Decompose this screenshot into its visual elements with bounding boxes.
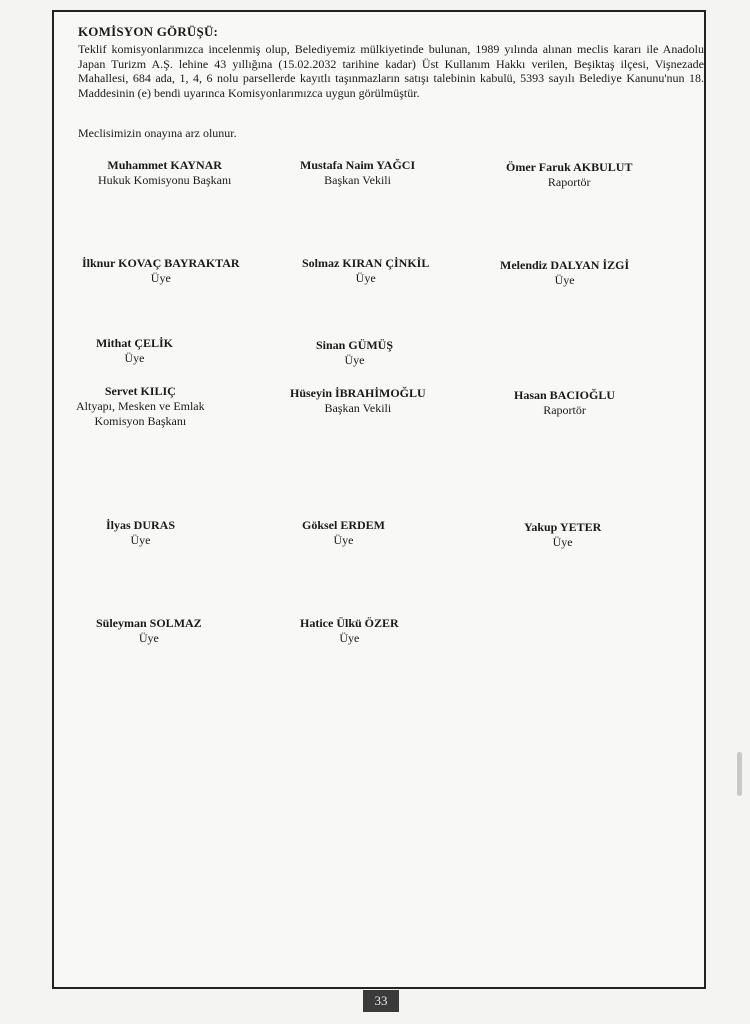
signature-block bbox=[98, 158, 231, 188]
closing-line: Meclisimizin onayına arz olunur. bbox=[78, 126, 237, 140]
signatory-role: Üye bbox=[333, 533, 354, 547]
signature-block bbox=[300, 616, 399, 646]
signature-block bbox=[96, 336, 173, 366]
signatory-role: Altyapı, Mesken ve Emlak bbox=[76, 399, 205, 413]
signatory-role: Üye bbox=[339, 631, 360, 645]
scrollbar-thumb[interactable] bbox=[737, 752, 742, 796]
signatory-role: Üye bbox=[552, 535, 573, 549]
signature-block bbox=[290, 386, 426, 416]
signatory-role: Komisyon Başkanı bbox=[94, 414, 187, 428]
signatory-role: Üye bbox=[150, 271, 171, 285]
page-number: 33 bbox=[363, 990, 399, 1012]
signature-block bbox=[316, 338, 393, 368]
signatory-name: Hatice Ülkü ÖZER bbox=[300, 616, 399, 630]
signatory-role: Hukuk Komisyonu Başkanı bbox=[98, 173, 232, 187]
signatory-name: Melendiz DALYAN İZGİ bbox=[500, 258, 630, 272]
signature-block bbox=[506, 160, 632, 190]
commission-opinion-text: Teklif komisyonlarımızca incelenmiş olup, Belediyemiz mülkiyetinde bulunan, 1989 yılında alınan meclis kararı ile Anadolu Japan Turizm A.Ş. lehine 43 yıllığına (15.02.2032 tarihine kadar) Üst Kullanım Hakkı verilen, Beşiktaş ilçesi, Vişnezade Mahallesi, 684 ada, 1, 4, 6 nolu parsellerde kayıtlı taşınmazların satışı talebinin kabulü, 5393 sayılı Belediye Kanunu'nun 18. Maddesinin (e) bendi uyarınca Komisyonlarımızca uygun görülmüştür. bbox=[78, 42, 704, 100]
signatory-name: Süleyman SOLMAZ bbox=[96, 616, 202, 630]
signatory-name: Mustafa Naim YAĞCI bbox=[300, 158, 416, 172]
signatory-role: Üye bbox=[355, 271, 376, 285]
signatory-name: İlknur KOVAÇ BAYRAKTAR bbox=[82, 256, 240, 270]
signatory-name: İlyas DURAS bbox=[106, 518, 176, 532]
signature-block bbox=[76, 384, 205, 429]
signatory-name: Mithat ÇELİK bbox=[96, 336, 174, 350]
signature-block bbox=[302, 256, 429, 286]
section-heading: KOMİSYON GÖRÜŞÜ: bbox=[78, 24, 219, 39]
signatory-role: Üye bbox=[554, 273, 575, 287]
signature-block bbox=[106, 518, 175, 548]
signatory-name: Servet KILIÇ bbox=[104, 384, 176, 398]
signature-block bbox=[514, 388, 615, 418]
signatory-role: Üye bbox=[124, 351, 145, 365]
signature-block bbox=[524, 520, 601, 550]
signatory-role: Raportör bbox=[543, 403, 586, 417]
signature-block bbox=[300, 158, 415, 188]
signatory-name: Yakup YETER bbox=[524, 520, 602, 534]
document-page bbox=[52, 10, 706, 989]
signatory-role: Raportör bbox=[547, 175, 591, 189]
signatory-role: Başkan Vekili bbox=[324, 173, 391, 187]
signatory-role: Üye bbox=[130, 533, 151, 547]
signatory-role: Üye bbox=[344, 353, 365, 367]
signature-block bbox=[500, 258, 629, 288]
signatory-name: Sinan GÜMÜŞ bbox=[316, 338, 394, 352]
signatory-role: Başkan Vekili bbox=[324, 401, 392, 415]
signatory-role: Üye bbox=[138, 631, 159, 645]
signature-block bbox=[82, 256, 240, 286]
signatory-name: Hüseyin İBRAHİMOĞLU bbox=[290, 386, 426, 400]
signatory-name: Göksel ERDEM bbox=[302, 518, 386, 532]
signatory-name: Ömer Faruk AKBULUT bbox=[506, 160, 633, 174]
signatory-name: Solmaz KIRAN ÇİNKİL bbox=[302, 256, 430, 270]
signatory-name: Muhammet KAYNAR bbox=[107, 158, 222, 172]
signatory-name: Hasan BACIOĞLU bbox=[514, 388, 616, 402]
signature-block bbox=[302, 518, 385, 548]
signature-block bbox=[96, 616, 202, 646]
